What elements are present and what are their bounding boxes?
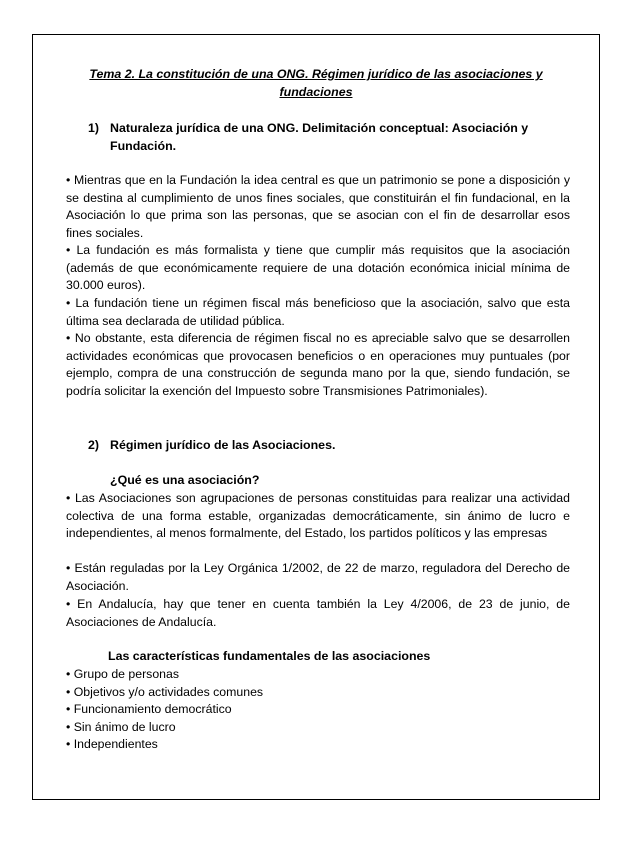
section-2-number: 2) (88, 438, 100, 452)
section-2-paragraph-1: • Las Asociaciones son agrupaciones de personas constituidas para realizar una actividad colectiva de una forma estable, organizadas democráticamente, sin ánimo de lucro e independientes, al menos formalmente, del Estado, los partidos políticos y las empresas (66, 491, 570, 541)
section-1-number: 1) (88, 121, 100, 135)
section-2-paragraph-3: • En Andalucía, hay que tener en cuenta también la Ley 4/2006, de 23 de junio, de Asociaciones de Andalucía. (66, 597, 570, 629)
list-item: • Sin ánimo de lucro (66, 719, 176, 734)
section-1-paragraph-1: • Mientras que en la Fundación la idea central es que un patrimonio se pone a disposición y se destina al cumplimiento de unos fines sociales, que constituirán el fin fundacional, en la Asociación lo que prima son las personas, que se asocian con el fin de desarrollar esos fines sociales. (66, 173, 570, 240)
section-2-paragraph-2: • Están reguladas por la Ley Orgánica 1/2002, de 22 de marzo, reguladora del Derecho de Asociación. (66, 561, 570, 593)
characteristics-heading: Las características fundamentales de las asociaciones (108, 649, 431, 663)
section-1-paragraph-4: • No obstante, esta diferencia de régimen fiscal no es apreciable salvo que se desarrollen actividades económicas que provocasen beneficios o en operaciones muy puntuales (por ejemplo, compra de una construcción de segunda mano por la que, siendo fundación, se podría solicitar la exención del Impuesto sobre Transmisiones Patrimoniales). (66, 331, 570, 398)
section-2-title: Régimen jurídico de las Asociaciones. (110, 438, 336, 452)
question-heading: ¿Qué es una asociación? (110, 473, 260, 487)
section-1-paragraph-2: • La fundación es más formalista y tiene que cumplir más requisitos que la asociación (además de que económicamente requiere de una dotación económica inicial mínima de 30.000 euros). (66, 243, 570, 293)
list-item: • Independientes (66, 737, 158, 752)
characteristics-list (66, 666, 263, 754)
document-title: Tema 2. La constitución de una ONG. Régimen jurídico de las asociaciones y fundaciones (89, 67, 543, 99)
list-item: • Objetivos y/o actividades comunes (66, 684, 264, 699)
section-1-heading (88, 120, 570, 155)
list-item: • Grupo de personas (66, 667, 179, 681)
section-1-title: Naturaleza jurídica de una ONG. Delimitación conceptual: Asociación y Fundación. (110, 121, 529, 153)
section-2-heading (88, 437, 570, 455)
section-1-paragraph-3: • La fundación tiene un régimen fiscal más beneficioso que la asociación, salvo que esta última sea declarada de utilidad pública. (66, 296, 570, 328)
list-item: • Funcionamiento democrático (66, 702, 232, 717)
